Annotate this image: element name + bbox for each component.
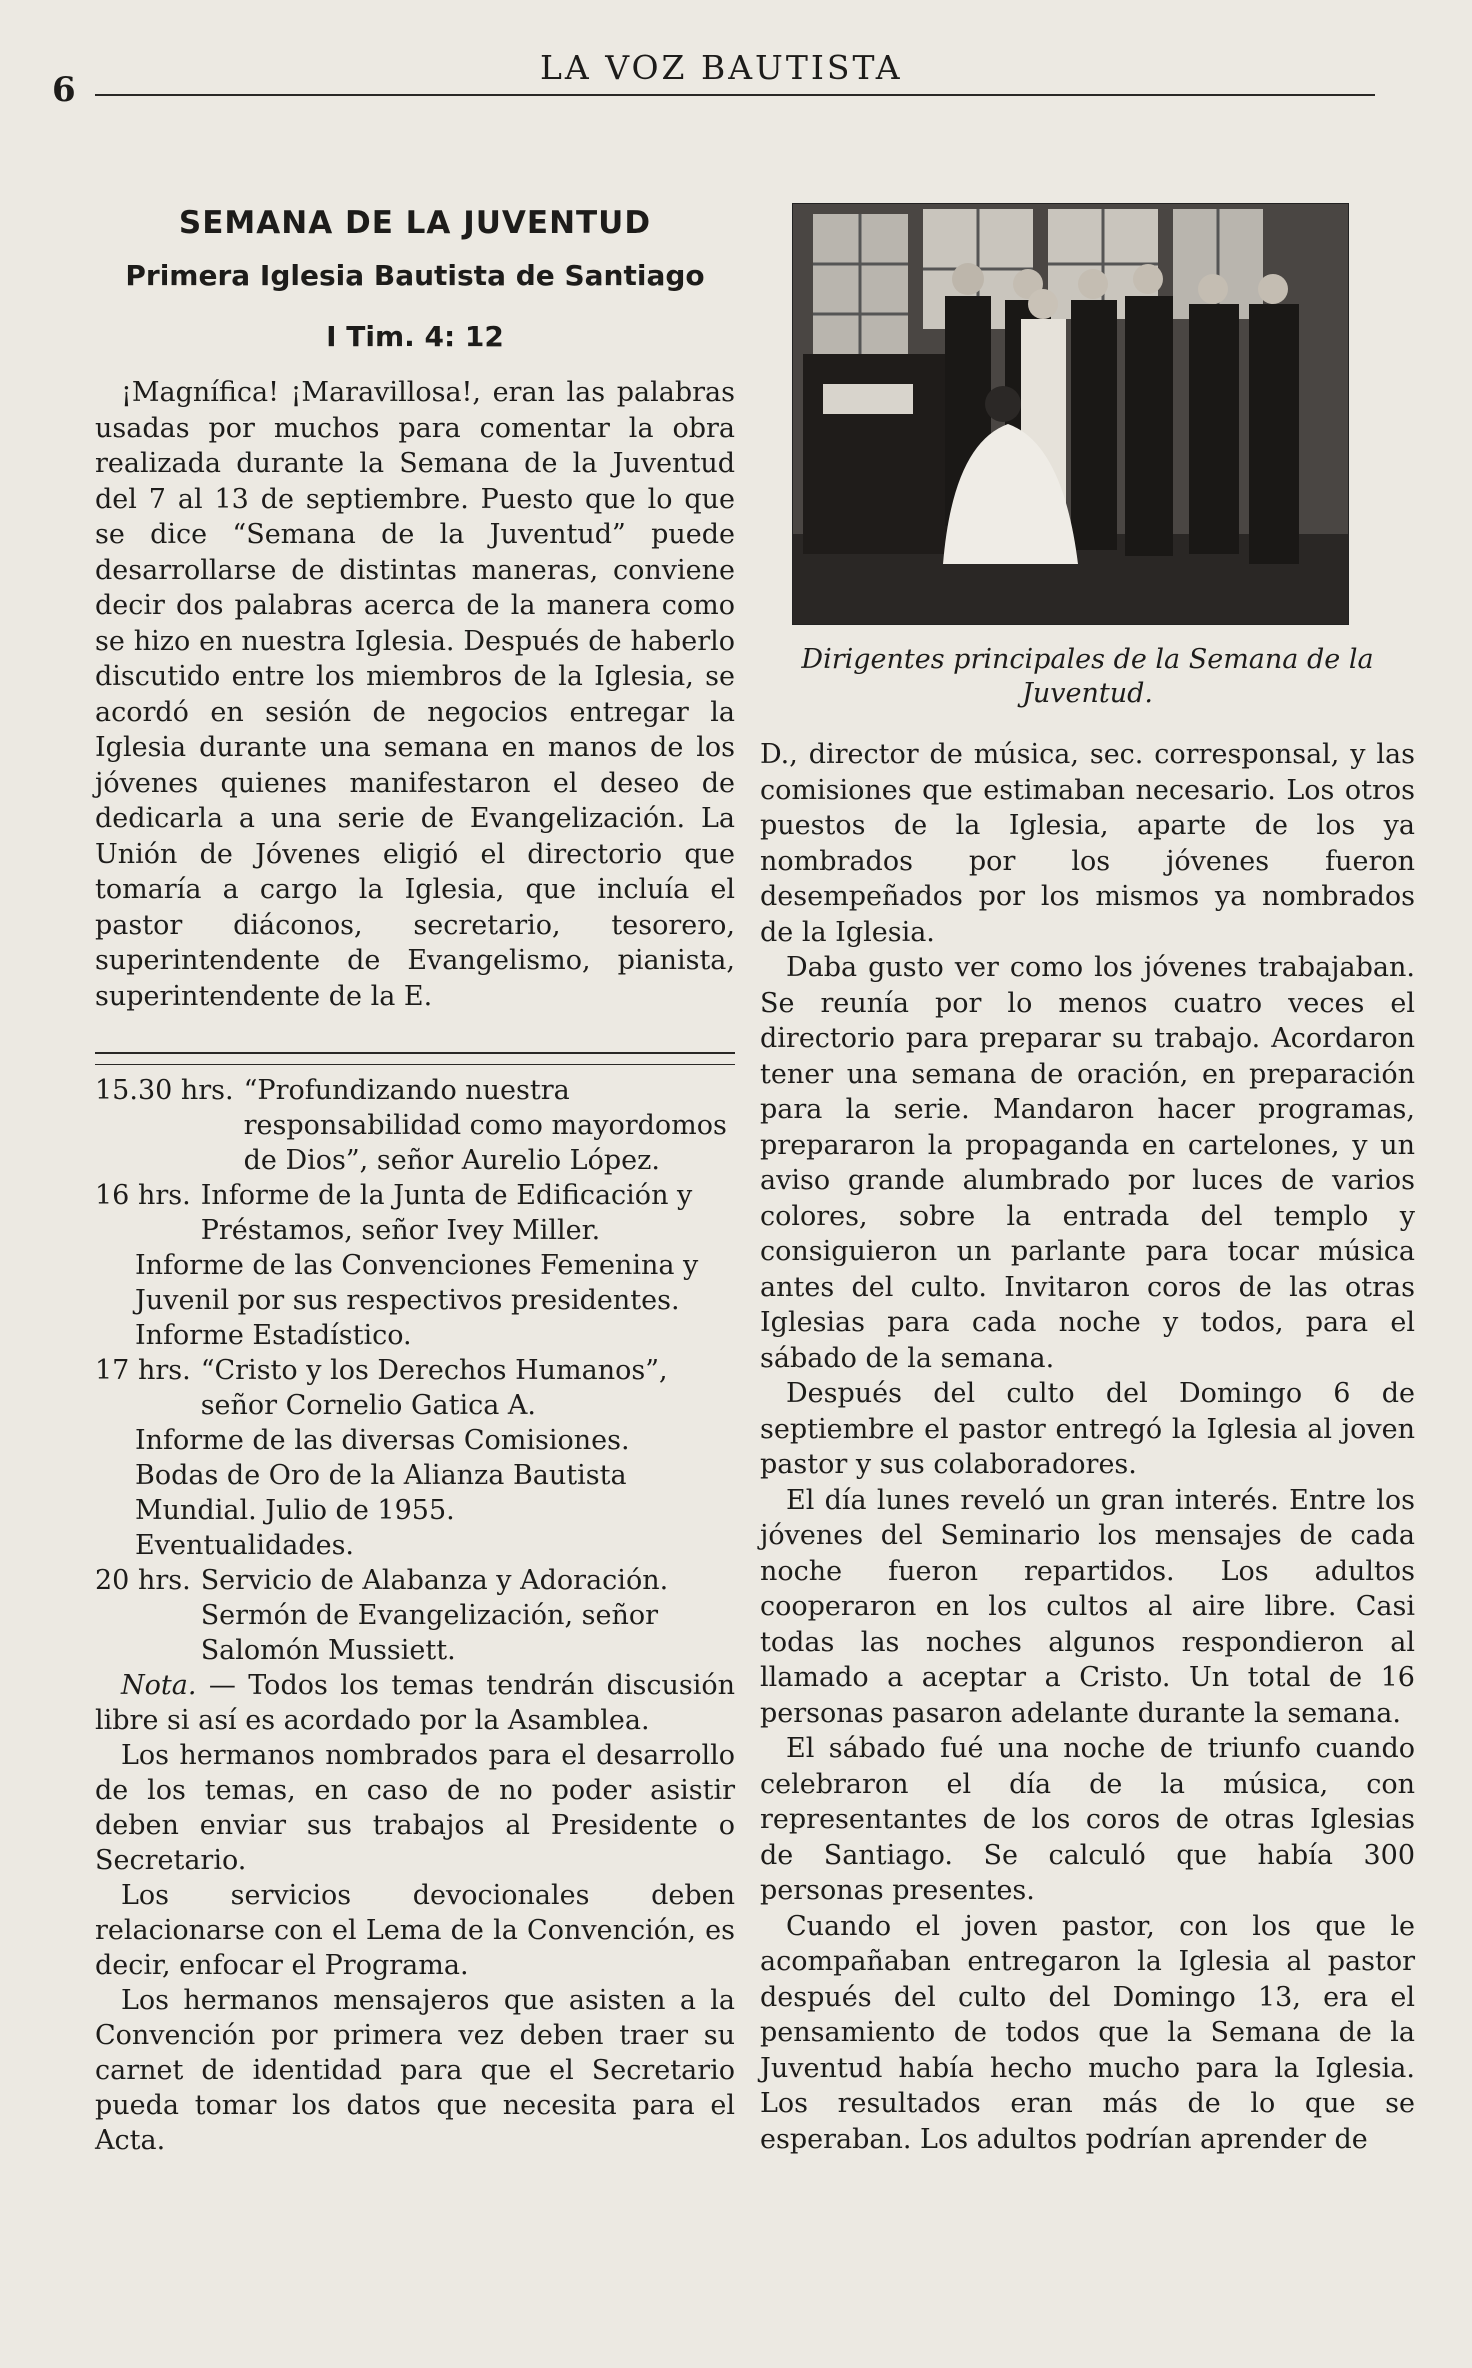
group-photo — [792, 203, 1349, 625]
agenda-time: 20 hrs. — [95, 1565, 191, 1596]
agenda-text: “Profundizando nuestra responsabilidad como mayordomos de Dios”, señor Aurelio López. — [243, 1075, 727, 1176]
agenda-text: Servicio de Alabanza y Adoración. Sermón de Evangelización, señor Salomón Mussiett. — [200, 1565, 669, 1666]
bible-reference: I Tim. 4: 12 — [326, 320, 504, 353]
agenda-item — [95, 1073, 735, 1178]
article-body-right — [760, 737, 1415, 2157]
article-paragraph: El sábado fué una noche de triunfo cuando celebraron el día de la música, con representantes de los coros de otras Iglesias de Santiago. Se calculó que había 300 personas presentes. — [760, 1733, 1415, 1906]
agenda-time: 15.30 hrs. — [95, 1075, 234, 1106]
note-label: Nota. — [121, 1670, 197, 1701]
agenda-item: Informe Estadístico. — [135, 1320, 412, 1351]
agenda-text: Informe de la Junta de Edificación y Préstamos, señor Ivey Miller. — [200, 1180, 693, 1246]
agenda-note — [95, 1668, 735, 1738]
agenda-item: Informe de las diversas Comisiones. — [135, 1425, 630, 1456]
article-paragraph: Daba gusto ver como los jóvenes trabajaban. Se reunía por lo menos cuatro veces el directorio para preparar su trabajo. Acordaron tener una semana de oración, en preparación para la serie. Mandaron hacer programas, prepararon la propaganda en cartelones, y un aviso grande alumbrado por luces de varios colores, sobre la entrada del templo y consiguieron un parlante para tocar música antes del culto. Invitaron coros de las otras Iglesias para cada noche y todos, para el sábado de la semana. — [760, 952, 1415, 1374]
article-body-left — [95, 375, 735, 1014]
header-rule — [95, 94, 1375, 96]
left-column — [95, 195, 735, 2158]
article-paragraph: D., director de música, sec. corresponsal, y las comisiones que estimaban necesario. Los otros puestos de la Iglesia, aparte de los ya nombrados por los jóvenes fueron desempeñados por los mismos ya nombrados de la Iglesia. — [760, 739, 1415, 948]
agenda-time: 16 hrs. — [95, 1180, 191, 1211]
section-divider-thin — [95, 1064, 735, 1065]
article-paragraph: ¡Magnífica! ¡Maravillosa!, eran las palabras usadas por muchos para comentar la obra realizada durante la Semana de la Juventud del 7 al 13 de septiembre. Puesto que lo que se dice “Semana de la Juventud” puede desarrollarse de distintas maneras, conviene decir dos palabras acerca de la manera como se hizo en nuestra Iglesia. Después de haberlo discutido entre los miembros de la Iglesia, se acordó en sesión de negocios entregar la Iglesia durante una semana en manos de los jóvenes quienes manifestaron el deseo de dedicarla a una serie de Evangelización. La Unión de Jóvenes eligió el directorio que tomaría a cargo la Iglesia, que incluía el pastor diáconos, secretario, tesorero, superintendente de Evangelismo, pianista, superintendente de la E. — [95, 377, 735, 1012]
agenda-item — [95, 1178, 735, 1248]
photo-caption: Dirigentes principales de la Semana de la Juventud. — [801, 644, 1374, 709]
page-number: 6 — [52, 70, 76, 110]
note-text: — Todos los temas tendrán discusión libre si así es acordado por la Asamblea. — [95, 1670, 735, 1736]
right-column — [760, 195, 1415, 2157]
article-paragraph: Después del culto del Domingo 6 de septiembre el pastor entregó la Iglesia al joven pastor y sus colaboradores. — [760, 1378, 1415, 1480]
agenda-item — [95, 1353, 735, 1423]
agenda-item: Eventualidades. — [135, 1530, 355, 1561]
convention-agenda — [95, 1073, 735, 2158]
article-paragraph: El día lunes reveló un gran interés. Entre los jóvenes del Seminario los mensajes de cada noche fueron repartidos. Los adultos cooperaron en los cultos al aire libre. Casi todas las noches algunos respondieron al llamado a aceptar a Cristo. Un total de 16 personas pasaron adelante durante la semana. — [760, 1484, 1415, 1729]
article-paragraph: Cuando el joven pastor, con los que le acompañaban entregaron la Iglesia al pastor después del culto del Domingo 13, era el pensamiento de todos que la Semana de la Juventud había hecho mucho para la Iglesia. Los resultados eran más de lo que se esperaban. Los adultos podrían aprender de — [760, 1910, 1415, 2155]
agenda-item: Informe de las Convenciones Femenina y Juvenil por sus respectivos presidentes. — [135, 1250, 699, 1316]
article-title: SEMANA DE LA JUVENTUD — [178, 205, 652, 241]
agenda-item — [95, 1563, 735, 1668]
agenda-paragraph: Los servicios devocionales deben relacionarse con el Lema de la Convención, es decir, enfocar el Programa. — [95, 1880, 735, 1981]
agenda-paragraph: Los hermanos nombrados para el desarrollo de los temas, en caso de no poder asistir deben enviar sus trabajos al Presidente o Secretario. — [95, 1740, 735, 1876]
agenda-paragraph: Los hermanos mensajeros que asisten a la Convención por primera vez deben traer su carnet de identidad para que el Secretario pueda tomar los datos que necesita para el Acta. — [95, 1985, 735, 2156]
article-subtitle: Primera Iglesia Bautista de Santiago — [125, 259, 705, 292]
agenda-text: “Cristo y los Derechos Humanos”, señor Cornelio Gatica A. — [200, 1355, 668, 1421]
section-divider — [95, 1052, 735, 1054]
masthead: LA VOZ BAUTISTA — [540, 48, 903, 87]
group-photo-illustration — [793, 204, 1348, 624]
agenda-item: Bodas de Oro de la Alianza Bautista Mundial. Julio de 1955. — [135, 1460, 627, 1526]
agenda-time: 17 hrs. — [95, 1355, 191, 1386]
